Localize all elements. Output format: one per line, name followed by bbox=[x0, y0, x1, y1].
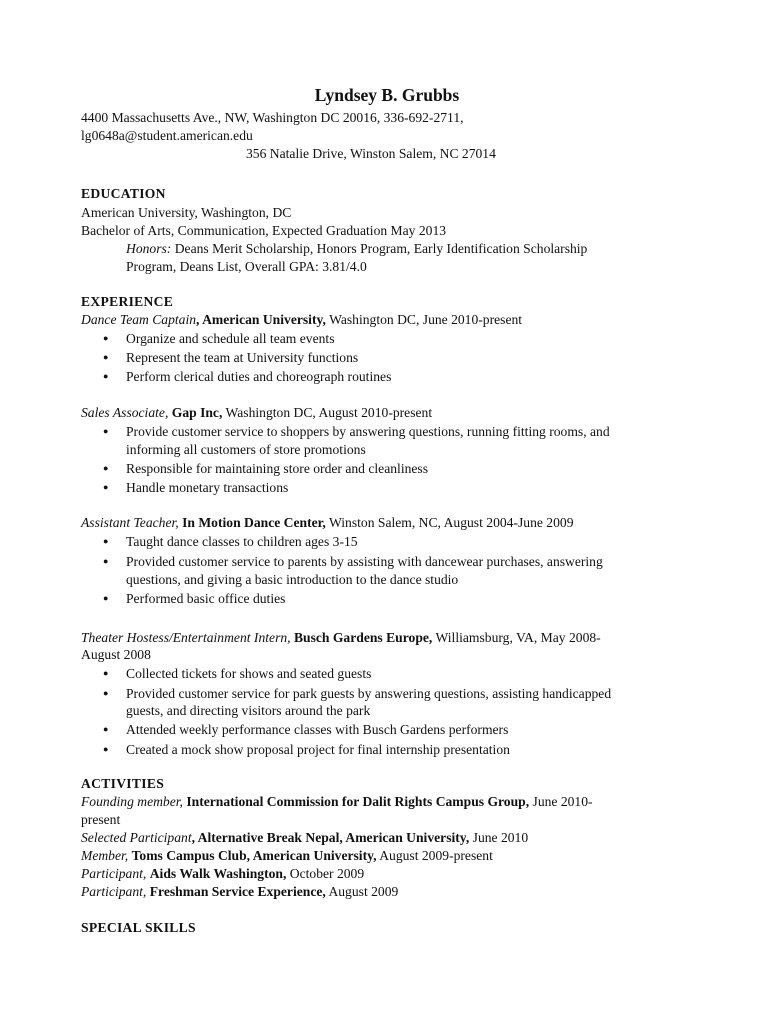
honors-line-1: Deans Merit Scholarship, Honors Program, Early Identification Scholarship bbox=[171, 241, 588, 256]
bullet-icon bbox=[103, 553, 108, 572]
bullet-icon bbox=[103, 460, 108, 479]
bullet-icon bbox=[103, 721, 108, 740]
bullet-icon bbox=[103, 349, 108, 368]
email-address: lg0648a@student.american.edu bbox=[81, 128, 253, 143]
bullet-icon bbox=[103, 665, 108, 684]
activity-date-continuation: present bbox=[81, 812, 121, 827]
activity-org: Toms Campus Club, American University, bbox=[131, 848, 377, 863]
activity-item bbox=[81, 793, 593, 811]
bullet-text: Collected tickets for shows and seated guests bbox=[126, 666, 372, 681]
activities-heading: ACTIVITIES bbox=[81, 776, 165, 791]
activity-date: October 2009 bbox=[286, 866, 365, 881]
activity-item bbox=[81, 883, 398, 901]
job-details: Williamsburg, VA, May 2008- bbox=[432, 630, 601, 645]
experience-heading: EXPERIENCE bbox=[81, 294, 174, 309]
activity-role: Participant, bbox=[81, 884, 150, 899]
job-header bbox=[81, 629, 601, 647]
bullet-text: Provide customer service to shoppers by answering questions, running fitting rooms, and bbox=[126, 424, 610, 439]
job-org: , American University, bbox=[196, 312, 326, 327]
job-details: Washington DC, June 2010-present bbox=[325, 312, 523, 327]
honors-label: Honors: bbox=[126, 241, 172, 256]
bullet-icon bbox=[103, 741, 108, 760]
resume-name: Lyndsey B. Grubbs bbox=[314, 85, 460, 105]
address-line-2: 356 Natalie Drive, Winston Salem, NC 27014 bbox=[246, 146, 496, 161]
honors-line-2: Program, Deans List, Overall GPA: 3.81/4.0 bbox=[126, 259, 367, 274]
job-title: Assistant Teacher, bbox=[81, 515, 183, 530]
activity-item bbox=[81, 865, 364, 883]
job-header bbox=[81, 404, 432, 422]
activity-role: Founding member, bbox=[81, 794, 187, 809]
activity-date: August 2009 bbox=[325, 884, 399, 899]
activity-date: August 2009-present bbox=[376, 848, 493, 863]
bullet-text: guests, and directing visitors around the park bbox=[126, 703, 371, 718]
bullet-icon bbox=[103, 368, 108, 387]
bullet-text: Performed basic office duties bbox=[126, 591, 286, 606]
job-title: Sales Associate, bbox=[81, 405, 172, 420]
address-line-1: 4400 Massachusetts Ave., NW, Washington DC 20016, 336-692-2711, bbox=[81, 110, 464, 125]
activity-org: , Alternative Break Nepal, American University, bbox=[191, 830, 470, 845]
bullet-text: Provided customer service to parents by assisting with dancewear purchases, answering bbox=[126, 554, 603, 569]
bullet-text: Created a mock show proposal project for final internship presentation bbox=[126, 742, 510, 757]
bullet-icon bbox=[103, 423, 108, 442]
job-details: Winston Salem, NC, August 2004-June 2009 bbox=[325, 515, 574, 530]
education-heading: EDUCATION bbox=[81, 186, 166, 201]
special-skills-heading: SPECIAL SKILLS bbox=[81, 920, 196, 935]
job-header bbox=[81, 311, 522, 329]
job-org: In Motion Dance Center, bbox=[182, 515, 326, 530]
activity-org: Aids Walk Washington, bbox=[149, 866, 287, 881]
activity-role: Participant, bbox=[81, 866, 150, 881]
activity-role: Selected Participant bbox=[81, 830, 192, 845]
bullet-text: Organize and schedule all team events bbox=[126, 331, 335, 346]
bullet-text: Handle monetary transactions bbox=[126, 480, 289, 495]
bullet-text: Responsible for maintaining store order and cleanliness bbox=[126, 461, 429, 476]
activity-role: Member, bbox=[81, 848, 132, 863]
bullet-text: informing all customers of store promotions bbox=[126, 442, 366, 457]
job-details-continuation: August 2008 bbox=[81, 647, 151, 662]
bullet-text: Represent the team at University functions bbox=[126, 350, 359, 365]
bullet-text: Taught dance classes to children ages 3-15 bbox=[126, 534, 358, 549]
activity-org: Freshman Service Experience, bbox=[149, 884, 326, 899]
bullet-icon bbox=[103, 533, 108, 552]
activity-item bbox=[81, 847, 493, 865]
job-org: Gap Inc, bbox=[171, 405, 223, 420]
bullet-text: Provided customer service for park guests by answering questions, assisting handicapped bbox=[126, 686, 612, 701]
bullet-icon bbox=[103, 479, 108, 498]
activity-org: International Commission for Dalit Rights Campus Group, bbox=[186, 794, 530, 809]
activity-date: June 2010 bbox=[469, 830, 529, 845]
job-org: Busch Gardens Europe, bbox=[293, 630, 433, 645]
bullet-icon bbox=[103, 330, 108, 349]
activity-item bbox=[81, 829, 528, 847]
bullet-text: Perform clerical duties and choreograph routines bbox=[126, 369, 392, 384]
bullet-icon bbox=[103, 685, 108, 704]
bullet-text: Attended weekly performance classes with Busch Gardens performers bbox=[126, 722, 509, 737]
bullet-icon bbox=[103, 590, 108, 609]
job-title: Theater Hostess/Entertainment Intern, bbox=[81, 630, 294, 645]
bullet-text: questions, and giving a basic introduction to the dance studio bbox=[126, 572, 459, 587]
activity-date: June 2010- bbox=[529, 794, 593, 809]
job-header bbox=[81, 514, 574, 532]
education-honors bbox=[126, 240, 587, 258]
job-title: Dance Team Captain bbox=[81, 312, 197, 327]
education-school: American University, Washington, DC bbox=[81, 205, 292, 220]
education-degree: Bachelor of Arts, Communication, Expected Graduation May 2013 bbox=[81, 223, 447, 238]
job-details: Washington DC, August 2010-present bbox=[222, 405, 433, 420]
